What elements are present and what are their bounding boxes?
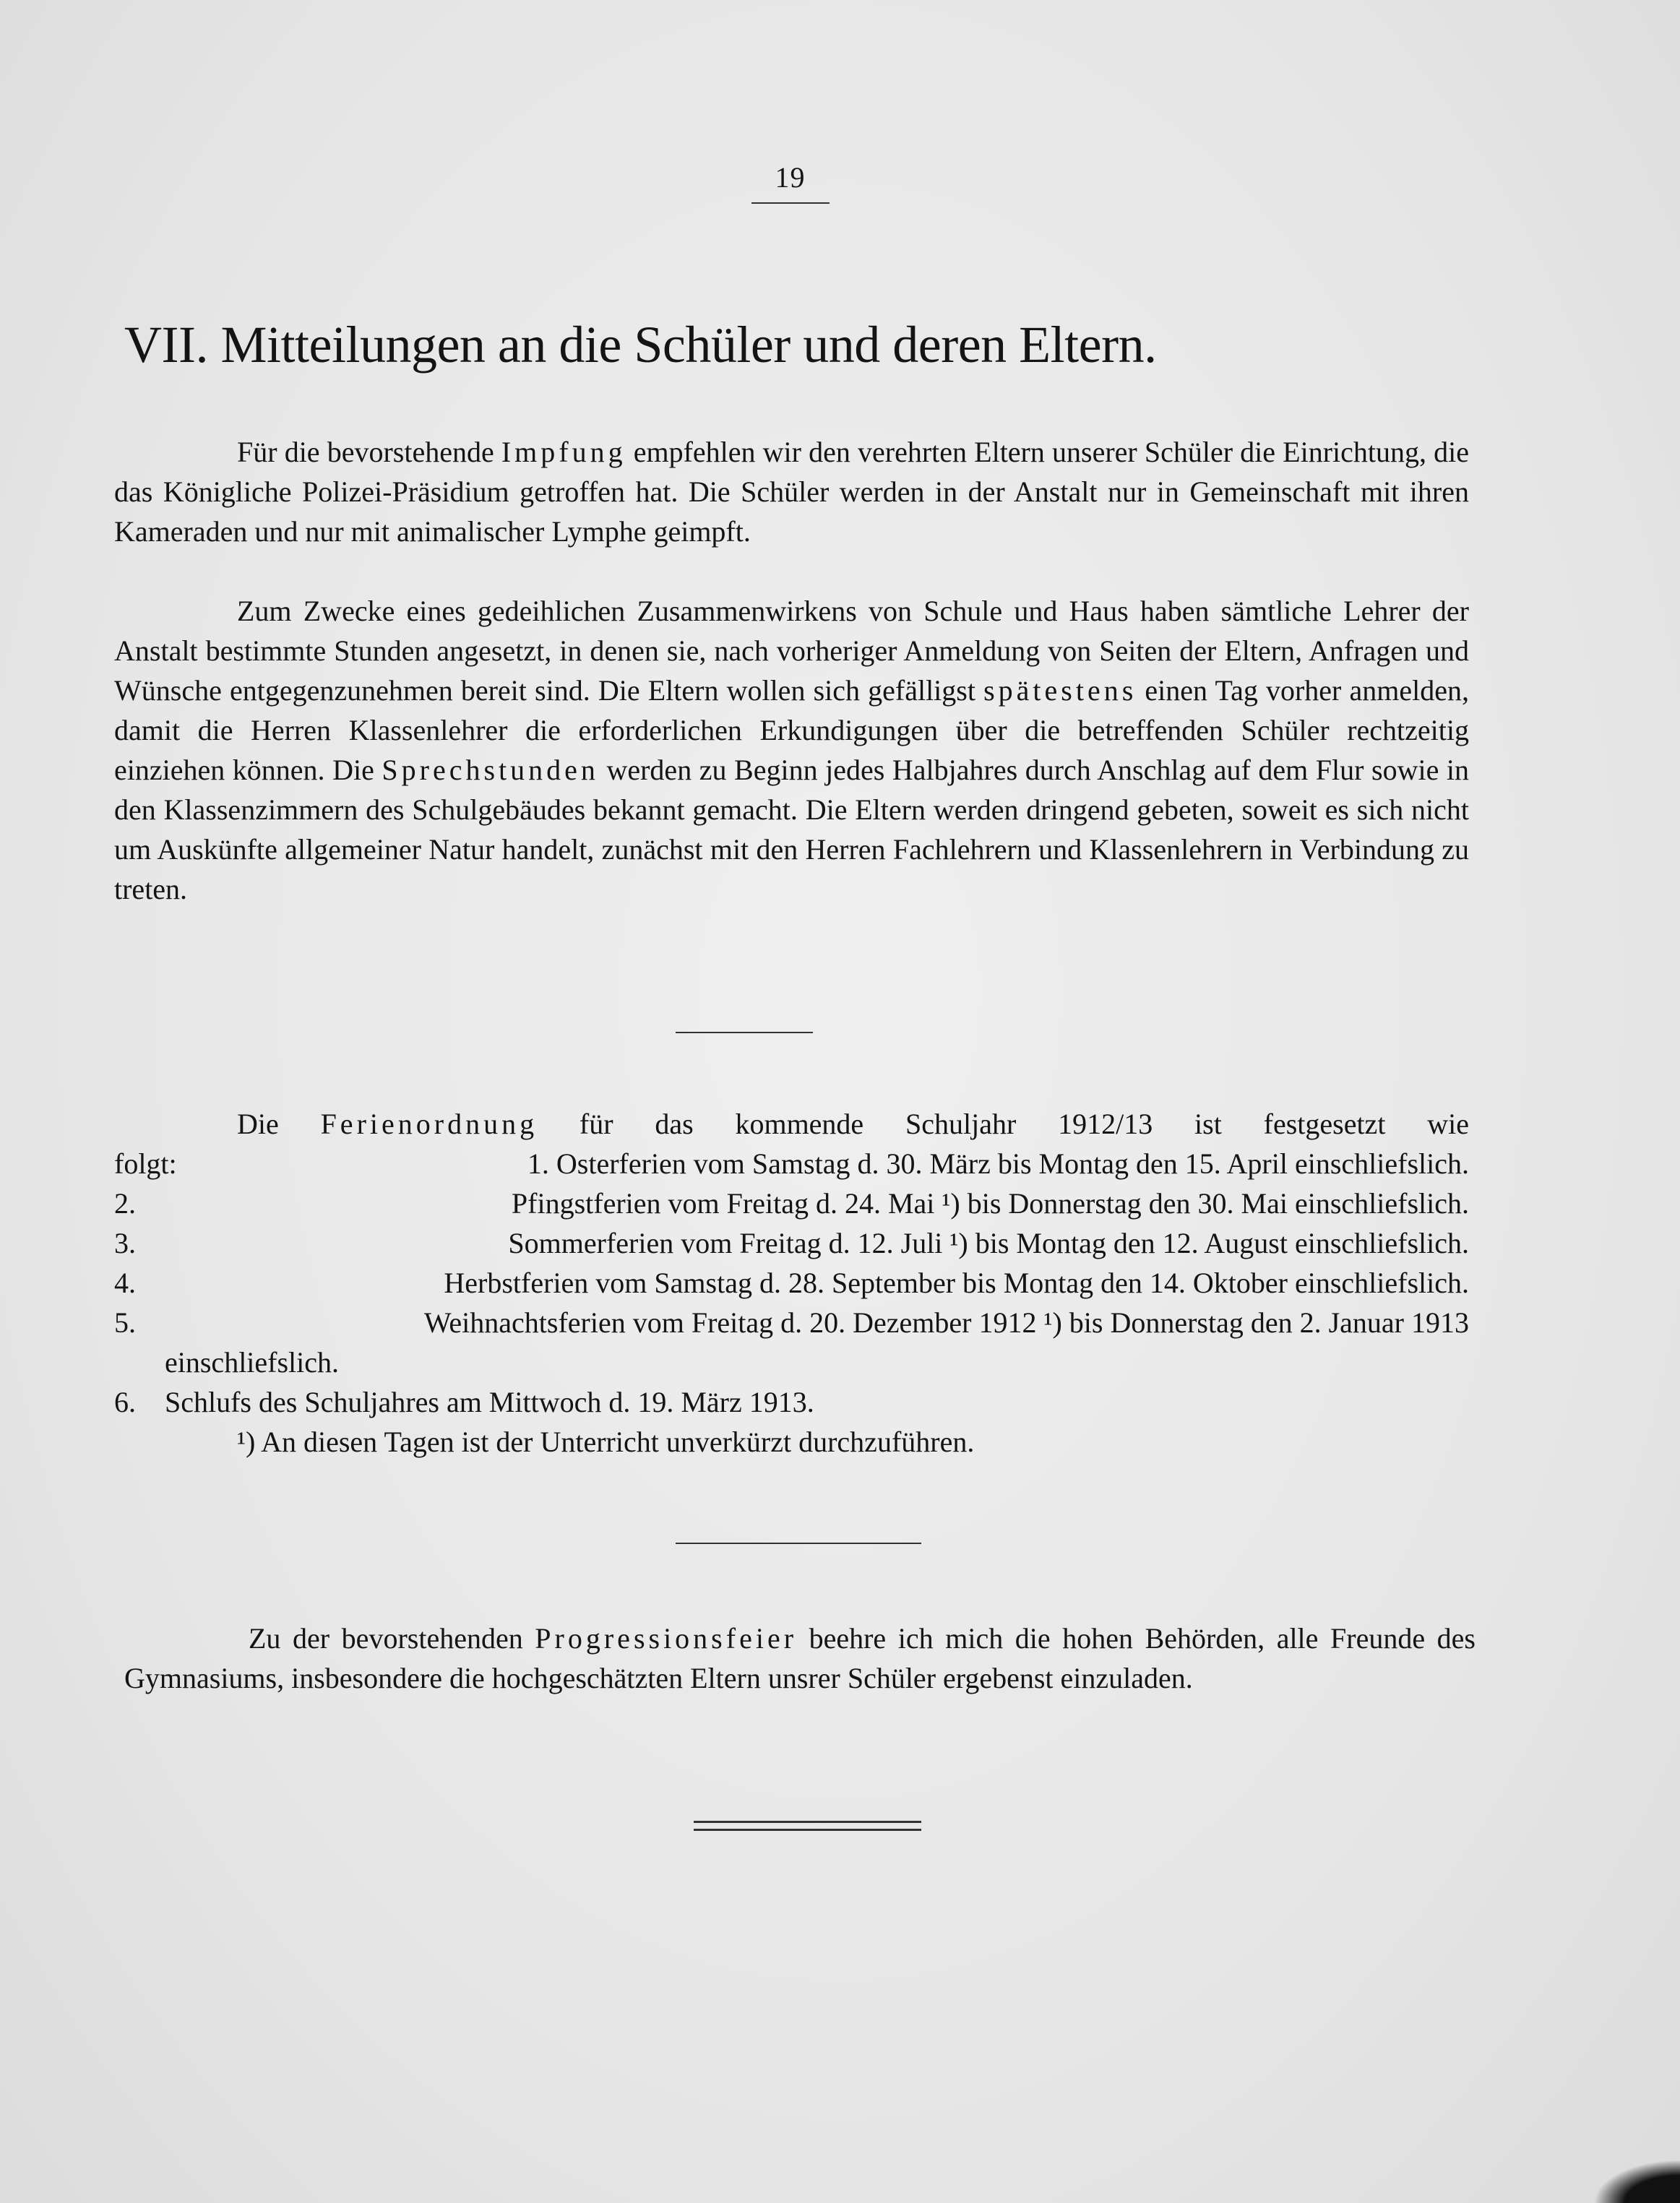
ferienordnung-section	[114, 1104, 1469, 1462]
list-number: 3.	[114, 1227, 136, 1259]
list-text: Schlufs des Schuljahres am Mittwoch d. 19. März 1913.	[165, 1386, 814, 1418]
list-number: 5.	[114, 1306, 136, 1339]
list-text: Weihnachtsferien vom Freitag d. 20. Dezember 1912 ¹) bis Donnerstag den 2. Januar 1913	[423, 1306, 1469, 1339]
ferienordnung-intro	[114, 1104, 1469, 1144]
page-number-rule	[751, 202, 830, 204]
paragraph-impfung	[114, 432, 1469, 551]
paragraph-text: Zu der bevorstehenden	[249, 1622, 535, 1655]
scan-edge-shadow	[1593, 2160, 1680, 2203]
list-item	[114, 1223, 1469, 1263]
section-heading: VII. Mitteilungen an die Schüler und deren Eltern.	[124, 316, 1157, 374]
emphasis-text: Sprechstunden	[382, 754, 599, 786]
list-item	[114, 1144, 1469, 1184]
paragraph-text: Zum Zwecke eines gedeihlichen Zusammenwirkens von Schule und Haus haben sämtliche Lehrer der Anstalt bestimmte Stunden angesetzt, in denen sie, nach vorheriger Anmeldung von Seiten der Eltern, Anfragen und Wünsche entgegenzunehmen bereit sind. Die Eltern wollen sich gefälligst	[114, 595, 1469, 707]
list-number: 1.	[527, 1147, 549, 1180]
footnote: ¹) An diesen Tagen ist der Unterricht unverkürzt durchzuführen.	[237, 1426, 975, 1458]
list-item	[114, 1184, 1469, 1223]
list-number: 6.	[114, 1386, 136, 1418]
paragraph-text: Die	[237, 1108, 321, 1140]
list-item	[114, 1382, 1469, 1422]
list-text: Pfingstferien vom Freitag d. 24. Mai ¹) bis Donnerstag den 30. Mai einschliefslich.	[511, 1187, 1469, 1220]
list-text: Herbstferien vom Samstag d. 28. September bis Montag den 14. Oktober einschliefslich.	[444, 1267, 1469, 1299]
closing-invitation	[124, 1618, 1476, 1698]
section-divider	[676, 1543, 921, 1544]
paragraph-sprechstunden	[114, 591, 1469, 909]
page-number: 19	[775, 161, 806, 194]
paragraph-text: werden zu Beginn jedes Halbjahres durch Anschlag auf dem Flur sowie in den Klassenzimmern des Schulgebäudes bekannt gemacht. Die Eltern werden dringend gebeten, soweit es sich nicht um Auskünfte allgemeiner Natur handelt, zunächst mit den Herren Fachlehrern und Klassenlehrern in Verbindung zu treten.	[114, 754, 1469, 905]
list-item	[114, 1263, 1469, 1303]
paragraph-text: beehre ich mich die hohen Behörden, alle Freunde des Gymnasiums, insbesondere die hochgeschätzten Eltern unsrer Schüler ergebenst einzuladen.	[124, 1622, 1476, 1694]
paragraph-text: Für die bevorstehende	[237, 436, 501, 468]
list-number: 2.	[114, 1187, 136, 1220]
list-text: Osterferien vom Samstag d. 30. März bis Montag den 15. April einschliefslich.	[556, 1147, 1469, 1180]
list-item	[114, 1303, 1469, 1342]
list-text: Sommerferien vom Freitag d. 12. Juli ¹) bis Montag den 12. August einschliefslich.	[508, 1227, 1469, 1259]
list-item-content	[527, 1144, 1469, 1184]
paragraph-text: für das kommende Schuljahr 1912/13 ist festgesetzt wie	[538, 1108, 1469, 1140]
section-divider	[676, 1032, 813, 1033]
closing-double-rule-bottom	[694, 1829, 921, 1831]
emphasis-text: Impfung	[501, 436, 626, 468]
list-label: folgt:	[114, 1147, 177, 1180]
list-number: 4.	[114, 1267, 136, 1299]
paragraph-text: einen Tag vorher anmelden, damit die Herren Klassenlehrer die erforderlichen Erkundigungen über die betreffenden Schüler rechtzeitig einziehen können. Die	[114, 674, 1469, 786]
emphasis-text: Ferienordnung	[320, 1108, 538, 1140]
emphasis-text: spätestens	[983, 674, 1137, 707]
closing-double-rule-top	[694, 1821, 921, 1823]
list-item-continuation: einschliefslich.	[165, 1346, 340, 1379]
paragraph-text: empfehlen wir den verehrten Eltern unserer Schüler die Einrichtung, die das Königliche Polizei-Präsidium getroffen hat. Die Schüler werden in der Anstalt nur in Gemeinschaft mit ihren Kameraden und nur mit animalischer Lymphe geimpft.	[114, 436, 1470, 548]
emphasis-text: Progressionsfeier	[535, 1622, 798, 1655]
